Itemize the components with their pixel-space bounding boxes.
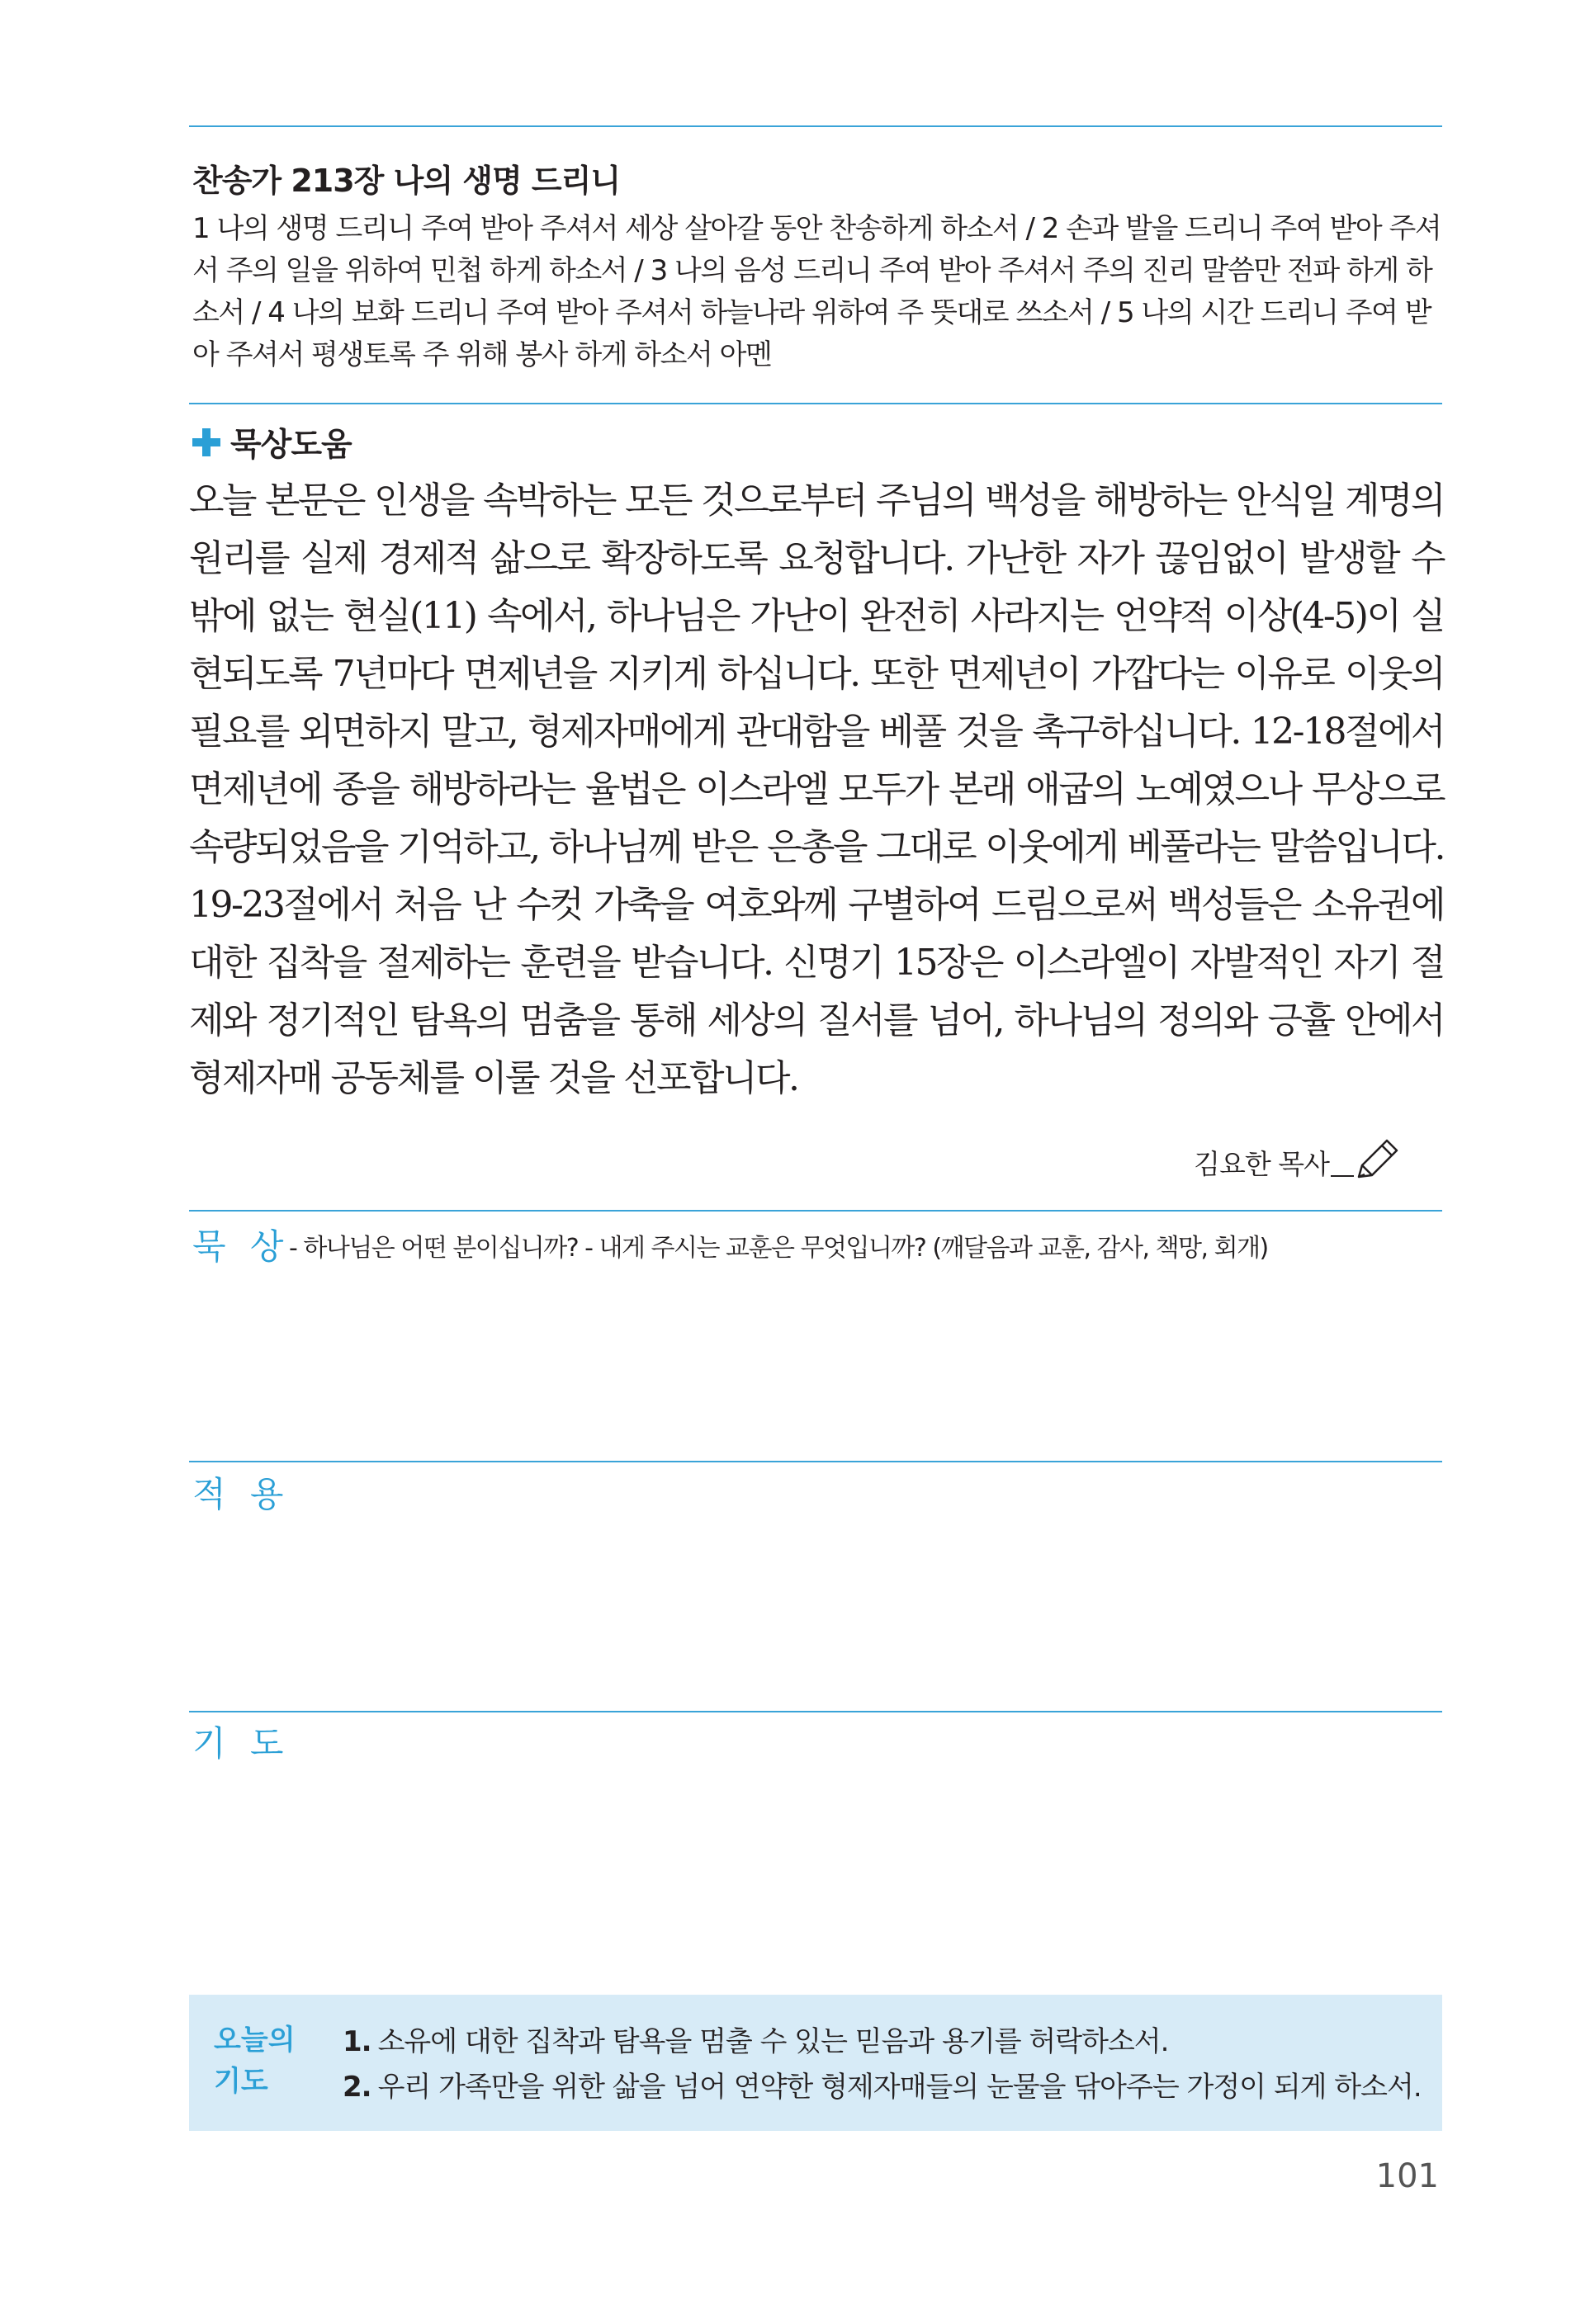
author-underline	[1331, 1175, 1354, 1177]
application-label: 적 용	[192, 1474, 291, 1514]
prayer-item-text: 소유에 대한 집착과 탐욕을 멈출 수 있는 믿음과 용기를 허락하소서.	[377, 2025, 1169, 2058]
todays-prayer-label-line2: 기도	[214, 2065, 268, 2098]
hymn-title: 찬송가 213장 나의 생명 드리니	[192, 163, 621, 199]
top-rule	[189, 125, 1442, 127]
pencil-icon	[1354, 1136, 1402, 1182]
meditation-help-heading	[192, 419, 352, 465]
plus-icon	[192, 428, 220, 456]
prayer-item	[343, 2065, 1422, 2110]
prayer-item	[343, 2019, 1422, 2065]
prayer-item-number: 2.	[343, 2071, 371, 2104]
page-number: 101	[1375, 2157, 1439, 2195]
prayer-item-number: 1.	[343, 2025, 371, 2058]
author-signature	[1194, 1136, 1402, 1182]
meditation-questions: - 하나님은 어떤 분이십니까? - 내게 주시는 교훈은 무엇입니까? (깨달음과 교훈, 감사, 책망, 회개)	[289, 1234, 1268, 1263]
meditation-rule	[189, 1210, 1442, 1212]
hymn-lyrics: 1 나의 생명 드리니 주여 받아 주셔서 세상 살아갈 동안 찬송하게 하소서 / 2 손과 발을 드리니 주여 받아 주셔서 주의 일을 위하여 민첩 하게 하소서 / 3 나의 음성 드리니 주여 받아 주셔서 주의 진리 말씀만 전파 하게 하소서 / 4 나의 보화 드리니 주여 받아 주셔서 하늘나라 위하여 주 뜻대로 쓰소서 / 5 나의 시간 드리니 주여 받아 주셔서 평생토록 주 위해 봉사 하게 하소서 아멘	[192, 212, 1441, 371]
meditation-help-title: 묵상도움	[230, 427, 352, 464]
meditation-label: 묵 상	[192, 1226, 291, 1267]
hymn-bottom-rule	[189, 403, 1442, 404]
todays-prayer-label-line1: 오늘의	[214, 2024, 296, 2057]
prayer-label: 기 도	[192, 1723, 291, 1764]
todays-prayer-box	[189, 1995, 1442, 2131]
meditation-help-body: 오늘 본문은 인생을 속박하는 모든 것으로부터 주님의 백성을 해방하는 안식일 계명의 원리를 실제 경제적 삶으로 확장하도록 요청합니다. 가난한 자가 끊임없이 발생할 수밖에 없는 현실(11) 속에서, 하나님은 가난이 완전히 사라지는 언약적 이상(4-5)이 실현되도록 7년마다 면제년을 지키게 하십니다. 또한 면제년이 가깝다는 이유로 이웃의 필요를 외면하지 말고, 형제자매에게 관대함을 베풀 것을 촉구하십니다. 12-18절에서 면제년에 종을 해방하라는 율법은 이스라엘 모두가 본래 애굽의 노예였으나 무상으로 속량되었음을 기억하고, 하나님께 받은 은총을 그대로 이웃에게 베풀라는 말씀입니다. 19-23절에서 처음 난 수컷 가축을 여호와께 구별하여 드림으로써 백성들은 소유권에 대한 집착을 절제하는 훈련을 받습니다. 신명기 15장은 이스라엘이 자발적인 자기 절제와 정기적인 탐욕의 멈춤을 통해 세상의 질서를 넘어, 하나님의 정의와 긍휼 안에서 형제자매 공동체를 이룰 것을 선포합니다.	[189, 479, 1444, 1099]
author-name: 김요한 목사	[1194, 1148, 1329, 1180]
todays-prayer-list	[343, 2019, 1422, 2110]
todays-prayer-label	[214, 2019, 305, 2102]
prayer-item-text: 우리 가족만을 위한 삶을 넘어 연약한 형제자매들의 눈물을 닦아주는 가정이 되게 하소서.	[377, 2071, 1422, 2104]
prayer-rule	[189, 1711, 1442, 1712]
application-rule	[189, 1461, 1442, 1462]
